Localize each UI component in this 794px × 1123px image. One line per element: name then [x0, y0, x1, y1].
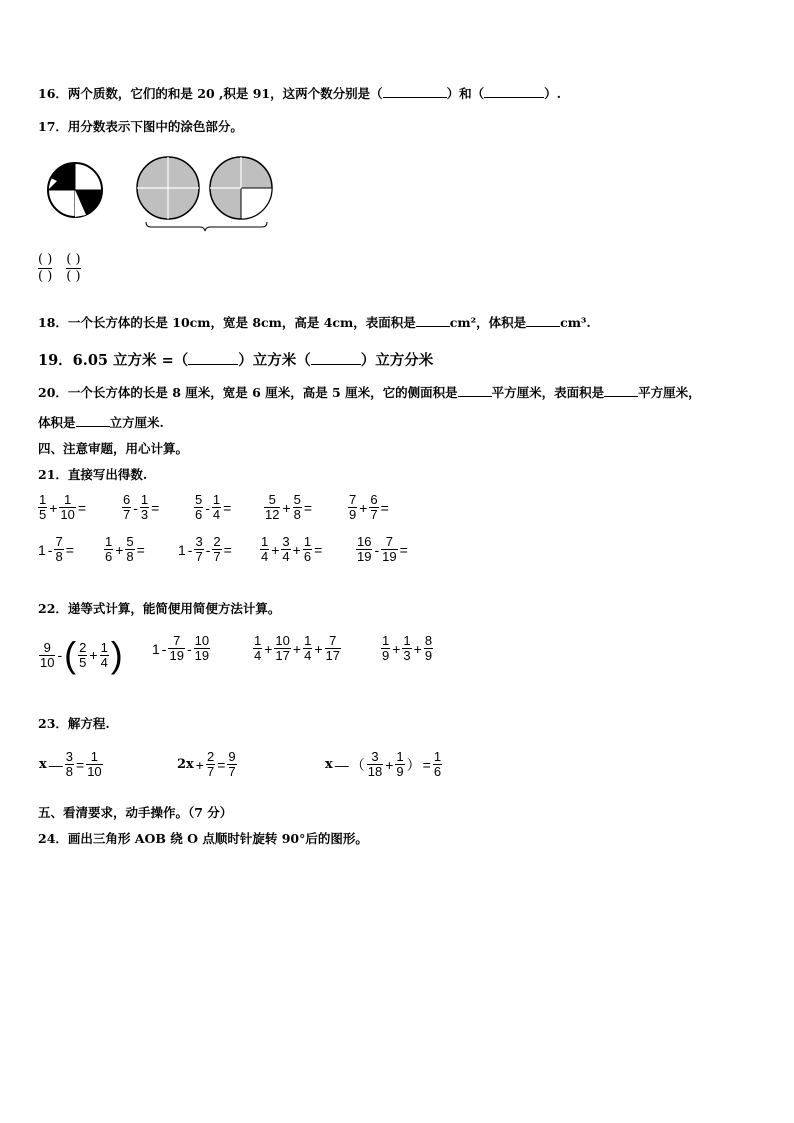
- fraction: $\frac{1}{10}$: [87, 749, 102, 779]
- expression: [177, 535, 233, 564]
- operator: =: [399, 541, 408, 558]
- operator: -: [57, 647, 63, 663]
- answer-blank[interactable]: [484, 85, 544, 98]
- fraction: $\frac{7}{9}$: [349, 492, 357, 522]
- fraction: $\frac{1}{5}$: [39, 492, 47, 522]
- fraction: $\frac{7}{19}$: [382, 534, 397, 564]
- fraction: $\frac{2}{7}$: [213, 534, 221, 564]
- expression: [380, 634, 434, 663]
- fraction: $\frac{1}{4}$: [261, 534, 269, 564]
- expression: [38, 634, 124, 676]
- operator: =: [77, 499, 87, 516]
- operator: +: [89, 647, 98, 663]
- operator: +: [195, 756, 204, 773]
- section-5-heading: 五、看清要求，动手操作。（7 分）: [38, 805, 233, 820]
- operator: =: [223, 499, 232, 516]
- operator: +: [314, 640, 323, 657]
- operator: +: [359, 499, 368, 516]
- fraction: $\frac{7}{8}$: [55, 534, 63, 564]
- fraction: $\frac{1}{4}$: [212, 492, 221, 522]
- fraction: $\frac{1}{4}$: [100, 639, 108, 670]
- operator: x: [325, 757, 333, 772]
- operator: =: [314, 541, 323, 558]
- question-21: 21．直接写出得数.: [38, 467, 148, 482]
- question-17: 17．用分数表示下图中的涂色部分。: [38, 119, 243, 134]
- question-18: 18．一个长方体的长是 10cm，宽是 8cm，高是 4cm，表面积是 cm²，体积是 cm³.: [38, 315, 591, 330]
- fraction: $\frac{3}{7}$: [195, 534, 203, 564]
- operator: =: [217, 756, 226, 773]
- fraction: $\frac{7}{19}$: [169, 633, 184, 663]
- operator: +: [49, 499, 58, 516]
- fraction: $\frac{9}{10}$: [40, 639, 55, 670]
- fraction: $\frac{6}{7}$: [123, 492, 131, 522]
- expression: [355, 535, 409, 564]
- fraction: $\frac{5}{12}$: [265, 492, 280, 522]
- expression: [324, 750, 443, 779]
- fraction: $\frac{3}{4}$: [282, 534, 290, 564]
- fraction: $\frac{10}{19}$: [194, 633, 210, 663]
- operator: -: [205, 541, 211, 558]
- operator: +: [282, 499, 291, 516]
- operator: (: [64, 634, 77, 675]
- fraction: $\frac{2}{5}$: [79, 639, 87, 670]
- fraction: $\frac{9}{7}$: [228, 749, 236, 779]
- question-22: 22．递等式计算，能简便用简便方法计算。: [38, 601, 281, 616]
- operator: +: [292, 541, 301, 558]
- expression: [103, 535, 146, 564]
- operator: 2x: [177, 757, 194, 772]
- operator: +: [271, 541, 280, 558]
- fraction: $\frac{8}{9}$: [424, 633, 433, 663]
- question-24: 24．画出三角形 AOB 绕 O 点顺时针旋转 90°后的图形。: [38, 831, 368, 846]
- operator: +: [392, 640, 401, 657]
- brace: [146, 222, 267, 231]
- expression: [259, 535, 323, 564]
- operator: =: [422, 756, 431, 773]
- operator: -: [187, 541, 193, 558]
- operator: =: [151, 499, 160, 516]
- operator: +: [413, 640, 422, 657]
- answer-blank[interactable]: [458, 384, 492, 397]
- operator: =: [223, 541, 232, 558]
- fraction: $\frac{1}{6}$: [433, 749, 442, 779]
- operator: +: [292, 640, 302, 657]
- fraction: $\frac{3}{18}$: [367, 749, 383, 779]
- answer-fractions: [38, 252, 81, 285]
- operator: =: [380, 499, 389, 516]
- operator: =: [136, 541, 145, 558]
- operator: =: [303, 499, 313, 516]
- answer-fraction[interactable]: $\frac{( )}{( )}$: [38, 252, 53, 284]
- operator: 1: [38, 541, 46, 558]
- operator: 1: [178, 541, 186, 558]
- fraction: $\frac{2}{7}$: [206, 749, 215, 779]
- expression: [252, 634, 342, 663]
- expression: [38, 750, 104, 779]
- operator: +: [115, 541, 124, 558]
- expression: [37, 535, 75, 564]
- fraction: $\frac{5}{6}$: [195, 492, 203, 522]
- answer-blank[interactable]: [526, 314, 560, 327]
- operator: -: [186, 640, 192, 657]
- fraction: $\frac{1}{10}$: [60, 492, 75, 522]
- expression: [193, 493, 232, 522]
- answer-blank[interactable]: [311, 352, 361, 365]
- fraction: $\frac{6}{7}$: [370, 492, 378, 522]
- fraction: $\frac{1}{9}$: [396, 749, 404, 779]
- fraction: $\frac{1}{4}$: [304, 633, 312, 663]
- answer-blank[interactable]: [604, 384, 638, 397]
- operator: +: [264, 640, 273, 657]
- operator: ): [110, 634, 123, 675]
- fraction: $\frac{1}{6}$: [105, 534, 113, 564]
- answer-blank[interactable]: [416, 314, 450, 327]
- expression: [121, 493, 160, 522]
- fraction: $\frac{16}{19}$: [357, 534, 372, 564]
- question-20: 20．一个长方体的长是 8 厘米，宽是 6 厘米，高是 5 厘米，它的侧面积是 平方厘米，表面积是 平方厘米，: [38, 385, 701, 400]
- operator: —: [334, 756, 349, 773]
- operator: +: [385, 756, 394, 773]
- question-20-line2: 体积是 立方厘米.: [38, 415, 164, 430]
- answer-fraction[interactable]: $\frac{( )}{( )}$: [66, 252, 81, 284]
- fraction-figure: [40, 150, 300, 232]
- question-16: 16．两个质数，它们的和是 20 ,积是 91，这两个数分别是（ ）和（ ）.: [38, 86, 561, 101]
- fraction: $\frac{5}{8}$: [126, 534, 134, 564]
- operator: —: [48, 756, 63, 773]
- fraction: $\frac{10}{17}$: [275, 633, 290, 663]
- question-19: 19．6.05 立方米 =（ ）立方米（ ）立方分米: [38, 352, 434, 369]
- fraction: $\frac{1}{4}$: [254, 633, 262, 663]
- answer-blank[interactable]: [188, 352, 238, 365]
- question-23: 23．解方程.: [38, 716, 110, 731]
- circle-full-shaded: [137, 157, 199, 219]
- operator: =: [76, 756, 85, 773]
- circle-quarters: [48, 163, 102, 217]
- circle-three-quarters-shaded: [210, 157, 272, 219]
- operator: （: [350, 756, 365, 773]
- fraction: $\frac{5}{8}$: [293, 492, 301, 522]
- operator: -: [133, 499, 138, 516]
- fraction: $\frac{1}{6}$: [303, 534, 312, 564]
- operator: -: [374, 541, 380, 558]
- operator: ）: [406, 756, 421, 773]
- fraction: $\frac{1}{3}$: [403, 633, 411, 663]
- expression: [37, 493, 87, 522]
- expression: [263, 493, 313, 522]
- fraction: $\frac{1}{3}$: [140, 492, 149, 522]
- expression: [347, 493, 390, 522]
- fraction: $\frac{1}{9}$: [382, 633, 390, 663]
- section-4-heading: 四、注意审题，用心计算。: [38, 441, 189, 456]
- operator: x: [39, 757, 47, 772]
- fraction: $\frac{7}{17}$: [325, 633, 340, 663]
- operator: 1: [152, 640, 160, 657]
- operator: =: [65, 541, 74, 558]
- answer-blank[interactable]: [383, 85, 447, 98]
- expression: [151, 634, 211, 663]
- answer-blank[interactable]: [76, 414, 110, 427]
- expression: [176, 750, 238, 779]
- operator: -: [161, 640, 167, 657]
- operator: -: [205, 499, 210, 516]
- operator: -: [47, 541, 53, 558]
- fraction: $\frac{3}{8}$: [65, 749, 73, 779]
